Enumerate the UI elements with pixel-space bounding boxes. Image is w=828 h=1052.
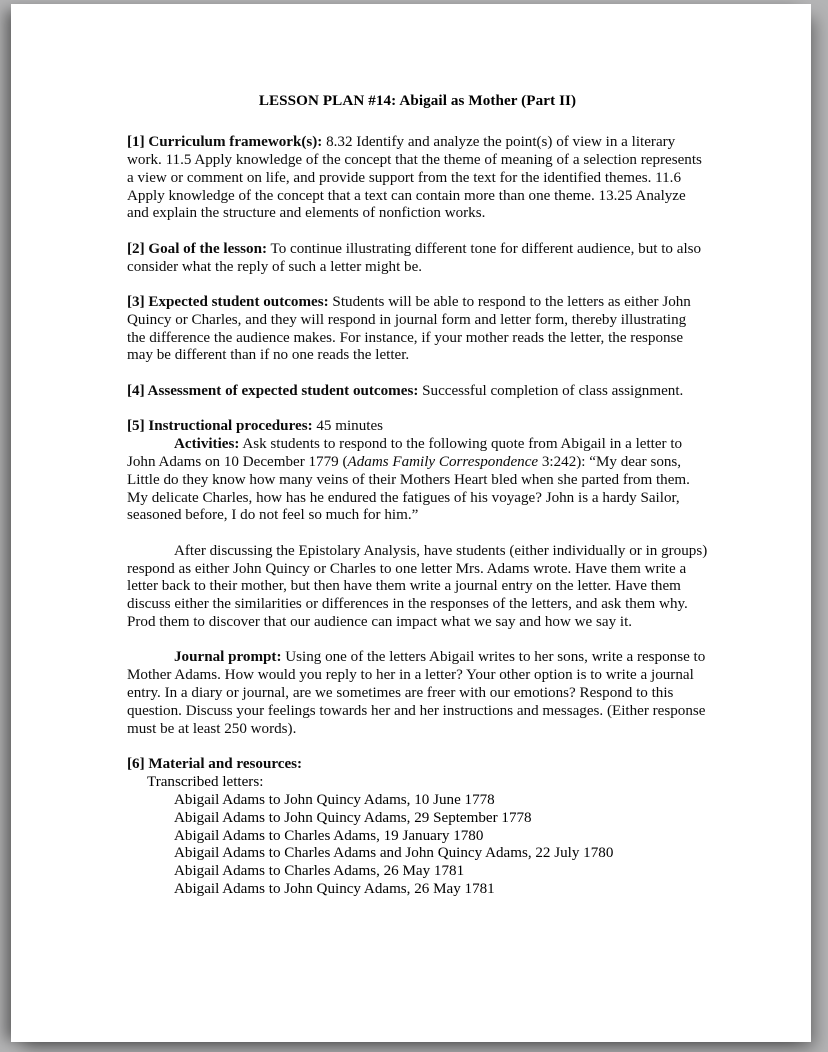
list-item: Abigail Adams to Charles Adams, 26 May 1781 xyxy=(174,863,465,880)
activities-label: Activities: xyxy=(174,435,240,452)
section-curriculum-framework-label: [1] Curriculum framework(s): xyxy=(127,134,323,150)
section-goal-body: To continue illustrating different tone for different audience, but to also consider what the reply of such a letter might be. xyxy=(127,240,702,275)
page-shadow-wrapper xyxy=(11,4,811,1042)
activities-paragraph xyxy=(127,436,708,525)
discussion-body: After discussing the Epistolary Analysis, have students (either individually or in groups) respond as either John Quincy or Charles to one letter Mrs. Adams wrote. Have them write a letter back to their mother, but then have them write a journal entry on the letter. Have them discuss either the similarities or differences in the responses of the letters, and ask them why. Prod them to discover that our audience can impact what we say and how we say it. xyxy=(127,542,708,631)
section-expected-outcomes-body: Students will be able to respond to the letters as either John Quincy or Charles, and they will respond in journal form and letter form, thereby illustrating the difference the audience makes. For instance, if your mother reads the letter, the response may be different than if no one reads the letter. xyxy=(127,293,691,364)
section-expected-outcomes-label: [3] Expected student outcomes: xyxy=(127,293,329,310)
list-item: Abigail Adams to Charles Adams and John Quincy Adams, 22 July 1780 xyxy=(174,845,614,862)
section-instructional-procedures-label: [5] Instructional procedures: xyxy=(127,418,313,435)
list-item: Abigail Adams to John Quincy Adams, 26 May 1781 xyxy=(174,881,495,898)
section-assessment-label: [4] Assessment of expected student outcomes: xyxy=(127,382,419,399)
discussion-paragraph xyxy=(127,543,708,632)
section-curriculum-framework-body: 8.32 Identify and analyze the point(s) of view in a literary work. 11.5 Apply knowledge of the concept that the theme of meaning of a selection represents a view or comment on life, and provide support from the text for the identified themes. 11.6 Apply knowledge of the concept that a text can contain more than one theme. 13.25 Analyze and explain the structure and elements of nonfiction works. xyxy=(127,134,702,222)
section-goal xyxy=(127,241,708,277)
list-item: Abigail Adams to Charles Adams, 19 January 1780 xyxy=(174,827,484,844)
section-curriculum-framework xyxy=(127,134,708,223)
document-page xyxy=(11,4,811,1042)
section-materials xyxy=(127,756,708,899)
section-materials-label: [6] Material and resources: xyxy=(127,756,303,773)
transcribed-letters-subheading: Transcribed letters: xyxy=(147,773,264,790)
section-goal-label: [2] Goal of the lesson: xyxy=(127,240,268,257)
journal-prompt-label: Journal prompt: xyxy=(174,649,282,666)
journal-prompt-body: Using one of the letters Abigail writes to her sons, write a response to Mother Adams. How would you reply to her in a letter? Your other option is to write a journal entry. In a diary or journal, are we sometimes are freer with our emotions? Respond to this question. Discuss your feelings towards her and her instructions and messages. (Either response must be at least 250 words). xyxy=(127,649,706,737)
section-instructional-procedures xyxy=(127,418,708,436)
list-item: Abigail Adams to John Quincy Adams, 10 June 1778 xyxy=(174,791,495,808)
section-expected-outcomes xyxy=(127,294,708,365)
activities-body-after-citation: 3:242): “My dear sons, Little do they know how many veins of their Mothers Heart bled when she parted from them. My delicate Charles, how has he endured the fatigues of his voyage? John is a hardy Sailor, seasoned before, I do not feel so much for him.” xyxy=(127,453,690,524)
activities-body-before-citation: Ask students to respond to the following quote from Abigail in a letter to John Adams on 10 December 1779 ( xyxy=(127,435,683,470)
list-item: Abigail Adams to John Quincy Adams, 29 September 1778 xyxy=(174,809,532,826)
document-body xyxy=(127,92,708,899)
section-materials-heading xyxy=(127,756,708,774)
section-assessment-body: Successful completion of class assignment. xyxy=(418,382,684,399)
page-title: LESSON PLAN #14: Abigail as Mother (Part II) xyxy=(258,93,577,109)
journal-prompt-paragraph xyxy=(127,649,708,738)
section-instructional-procedures-body: 45 minutes xyxy=(312,418,384,435)
activities-citation-title: Adams Family Correspondence xyxy=(347,453,539,470)
section-assessment xyxy=(127,383,708,401)
